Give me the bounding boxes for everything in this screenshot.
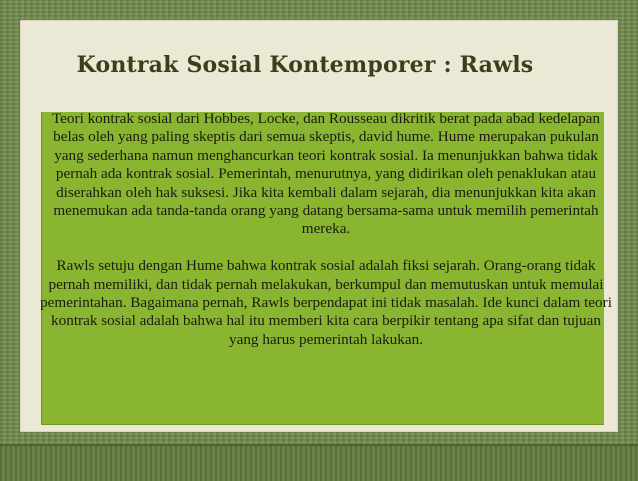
- slide-bottom-band: [0, 444, 638, 481]
- paragraph-hume: Teori kontrak sosial dari Hobbes, Locke, dan Rousseau dikritik berat pada abad kedelapan belas oleh yang paling skeptis dari semua skeptis, david hume. Hume merupakan pukulan yang sederhana namun menghancurkan teori kontrak sosial. Ia menunjukkan bahwa tidak pernah ada kontrak sosial. Pemerintah, menurutnya, yang didirikan oleh penaklukan atau diserahkan oleh hak suksesi. Jika kita kembali dalam sejarah, dia menunjukkan kita akan menemukan ada tanda-tanda orang yang datang bersama-sama untuk memilih pemerintah mereka.: [51, 110, 601, 238]
- slide-title-text: Kontrak Sosial Kontemporer : Rawls: [76, 52, 534, 78]
- paragraph-spacer: [38, 239, 614, 257]
- paragraph-rawls: Rawls setuju dengan Hume bahwa kontrak sosial adalah fiksi sejarah. Orang-orang tidak pernah memiliki, dan tidak pernah melakukan, berkumpul dan memutuskan untuk memulai pemerintahan. Bagaimana pernah, Rawls berpendapat ini tidak masalah. Ide kunci dalam teori kontrak sosial adalah bahwa hal itu memberi kita cara berpikir tentang apa sifat dan tujuan yang harus pemerintah lakukan.: [40, 257, 612, 348]
- content-text: [38, 110, 614, 349]
- slide-title: [0, 52, 638, 78]
